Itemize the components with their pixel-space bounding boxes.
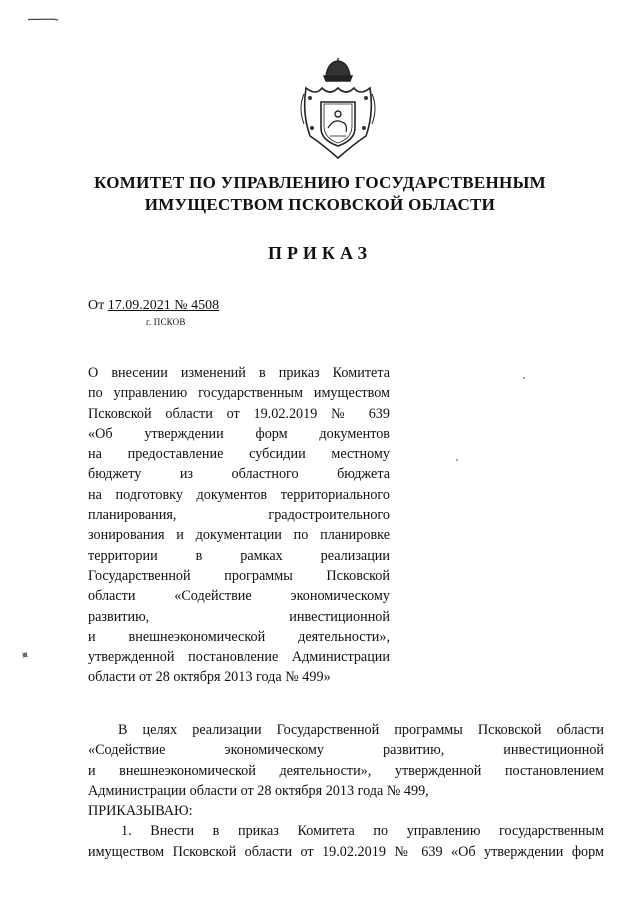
subject-line: области «Содействие экономическому bbox=[88, 588, 390, 605]
order-directive: ПРИКАЗЫВАЮ: bbox=[88, 803, 193, 820]
subject-line: развитию, инвестиционной bbox=[88, 608, 390, 625]
subject-line: территории в рамках реализации bbox=[88, 547, 390, 564]
subject-line: «Об утверждении форм документов bbox=[88, 425, 390, 442]
subject-line: на подготовку документов территориального bbox=[88, 486, 390, 503]
order-date-number bbox=[88, 298, 219, 314]
subject-line: Государственной программы Псковской bbox=[88, 567, 390, 584]
scan-artifact-mark bbox=[28, 18, 58, 21]
subject-line: и внешнеэкономической деятельности», bbox=[88, 628, 390, 645]
body-line: имуществом Псковской области от 19.02.2019 № 639 «Об утверждении форм bbox=[88, 843, 604, 860]
subject-line: по управлению государственным имуществом bbox=[88, 385, 390, 402]
pskov-region-coat-of-arms-icon bbox=[300, 58, 376, 162]
committee-name-line: КОМИТЕТ ПО УПРАВЛЕНИЮ ГОСУДАРСТВЕННЫМ bbox=[94, 173, 546, 192]
subject-line: планирования, градостроительного bbox=[88, 507, 390, 524]
body-line: «Содействие экономическому развитию, инвестиционной bbox=[88, 742, 604, 759]
order-date: 17.09.2021 bbox=[107, 298, 171, 313]
body-line: 1. Внести в приказ Комитета по управлению государственным bbox=[121, 823, 604, 840]
subject-line: Псковской области от 19.02.2019 № 639 bbox=[88, 405, 390, 422]
body-line: и внешнеэкономической деятельности», утвержденной постановлением bbox=[88, 762, 604, 779]
number-sign: № bbox=[170, 298, 192, 313]
committee-name-line: ИМУЩЕСТВОМ ПСКОВСКОЙ ОБЛАСТИ bbox=[144, 195, 496, 214]
date-prefix: От bbox=[88, 298, 108, 313]
scan-artifact-speck bbox=[523, 377, 525, 379]
scan-artifact-speck bbox=[456, 459, 458, 461]
order-subject bbox=[88, 363, 390, 688]
order-city: г. ПСКОВ bbox=[146, 317, 186, 327]
subject-line: зонирования и документации по планировке bbox=[88, 527, 390, 544]
subject-line: бюджету из областного бюджета bbox=[88, 466, 390, 483]
subject-line: О внесении изменений в приказ Комитета bbox=[88, 365, 390, 381]
order-number: 4508 bbox=[191, 298, 220, 313]
scan-artifact-blot bbox=[20, 650, 30, 660]
subject-line: области от 28 октября 2013 года № 499» bbox=[88, 669, 331, 686]
body-line: Администрации области от 28 октября 2013 года № 499, bbox=[88, 782, 429, 799]
committee-name bbox=[60, 172, 580, 216]
body-line: В целях реализации Государственной программы Псковской области bbox=[118, 722, 604, 738]
subject-line: на предоставление субсидии местному bbox=[88, 446, 390, 463]
order-title: ПРИКАЗ bbox=[267, 243, 373, 263]
order-body bbox=[88, 720, 604, 862]
subject-line: утвержденной постановление Администрации bbox=[88, 649, 390, 666]
